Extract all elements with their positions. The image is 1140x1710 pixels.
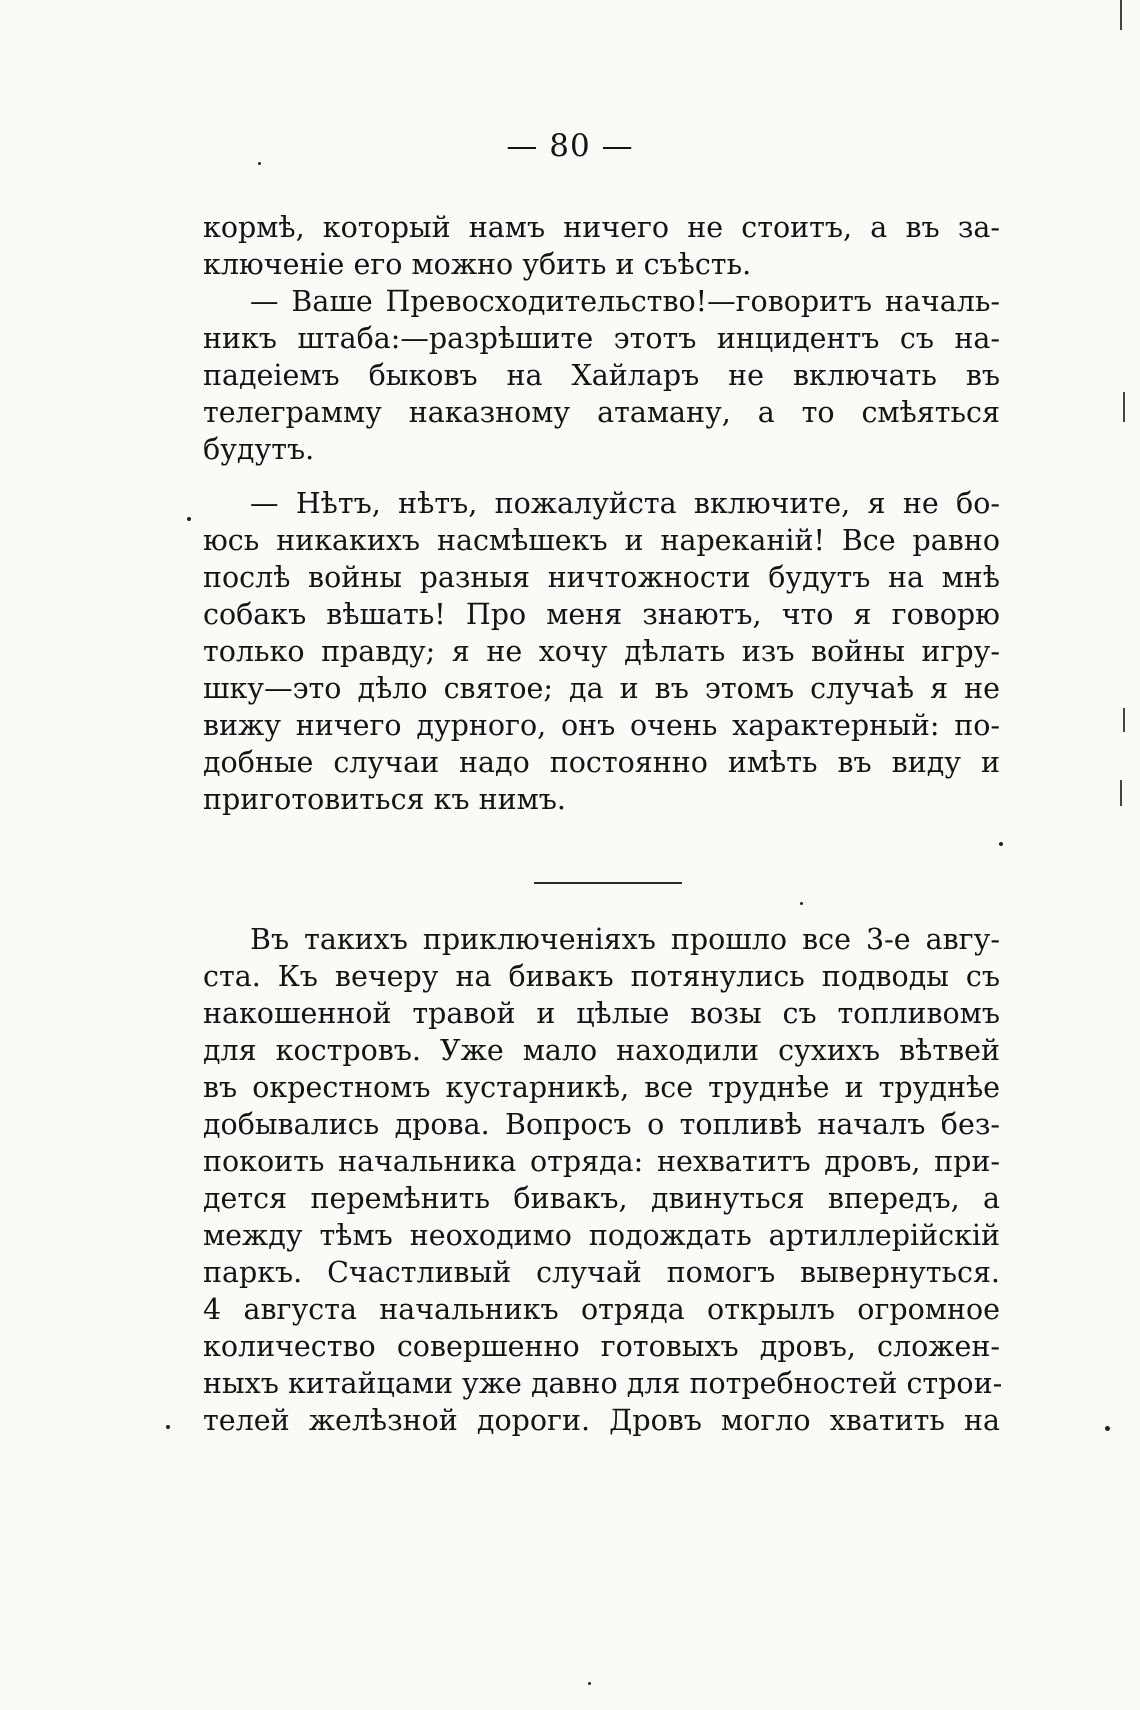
text-line: ста. Къ вечеру на бивакъ потянулись подводы съ — [203, 960, 1000, 993]
text-line: накошенной травой и цѣлые возы съ топливомъ — [203, 997, 1000, 1030]
text-line: будутъ. — [203, 433, 315, 466]
text-line: кормѣ, который намъ ничего не стоитъ, а въ за- — [203, 211, 1000, 244]
scan-edge-mark — [1123, 392, 1125, 422]
text-line: — Ваше Превосходительство!—говоритъ началь- — [250, 285, 1000, 318]
text-line: телеграмму наказному атаману, а то смѣяться — [203, 396, 1000, 429]
text-line: между тѣмъ неоходимо подождать артиллерійскій — [203, 1219, 1000, 1252]
scan-speck — [1105, 1426, 1110, 1431]
scan-speck — [588, 1682, 591, 1685]
page-number: — 80 — — [506, 128, 634, 164]
text-line: покоить начальника отряда: нехватитъ дровъ, при- — [203, 1145, 1000, 1178]
scan-speck — [258, 162, 261, 165]
text-line: въ окрестномъ кустарникѣ, все труднѣе и труднѣе — [203, 1071, 1000, 1104]
text-line: шку—это дѣло святое; да и въ этомъ случаѣ я не — [203, 672, 1000, 705]
scan-speck — [166, 1425, 170, 1429]
text-line: ныхъ китайцами уже давно для потребностей строи- — [203, 1367, 1003, 1400]
text-line: Въ такихъ приключеніяхъ прошло все 3-е авгу- — [250, 923, 1000, 956]
text-line: вижу ничего дурного, онъ очень характерный: по- — [203, 709, 1000, 742]
text-line: приготовиться къ нимъ. — [203, 783, 566, 816]
text-line: добывались дрова. Вопросъ о топливѣ началъ без- — [203, 1108, 1000, 1141]
text-line: количество совершенно готовыхъ дровъ, сложен- — [203, 1330, 1000, 1363]
text-line: юсь никакихъ насмѣшекъ и нареканій! Все равно — [203, 524, 1000, 557]
text-line: собакъ вѣшать! Про меня знаютъ, что я говорю — [203, 598, 1000, 631]
text-line: добные случаи надо постоянно имѣть въ виду и — [203, 746, 1000, 779]
scan-edge-mark — [1120, 780, 1122, 806]
text-line: послѣ войны разныя ничтожности будутъ на мнѣ — [203, 561, 1000, 594]
section-separator — [534, 882, 682, 884]
scan-edge-mark — [1123, 708, 1125, 732]
scan-speck — [999, 842, 1003, 846]
text-line: падеіемъ быковъ на Хайларъ не включать въ — [203, 359, 1000, 392]
text-line: дется перемѣнить бивакъ, двинуться впередъ, а — [203, 1182, 1000, 1215]
scan-edge-mark — [1120, 0, 1122, 30]
text-line: для костровъ. Уже мало находили сухихъ вѣтвей — [203, 1034, 1000, 1067]
scan-speck — [800, 902, 803, 905]
text-line: только правду; я не хочу дѣлать изъ войны игру- — [203, 635, 1000, 668]
text-line: ключеніе его можно убить и съѣсть. — [203, 248, 752, 281]
text-line: 4 августа начальникъ отряда открылъ огромное — [203, 1293, 1000, 1326]
text-line: — Нѣтъ, нѣтъ, пожалуйста включите, я не бо- — [250, 487, 1000, 520]
text-line: паркъ. Счастливый случай помогъ вывернуться. — [203, 1256, 1000, 1289]
scan-speck — [187, 517, 191, 521]
text-line: телей желѣзной дороги. Дровъ могло хватить на — [203, 1404, 1000, 1437]
text-line: никъ штаба:—разрѣшите этотъ инцидентъ съ на- — [203, 322, 1000, 355]
